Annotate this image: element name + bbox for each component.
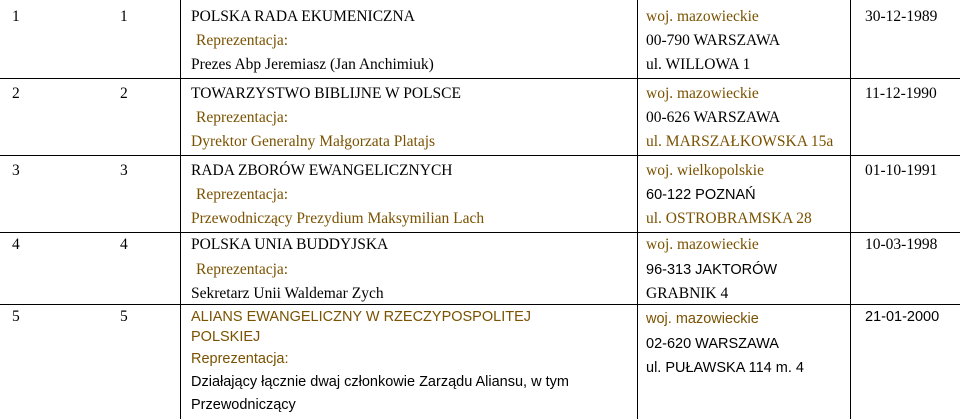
registration-date: 11-12-1990	[865, 85, 937, 102]
row-number: 1	[12, 8, 20, 25]
table-row	[0, 156, 960, 232]
postal-city: 00-790 WARSZAWA	[646, 32, 781, 49]
registration-date: 21-01-2000	[865, 309, 940, 325]
organization-name: POLSKA UNIA BUDDYJSKA	[191, 236, 389, 253]
row-number: 4	[12, 236, 20, 253]
row-number-secondary: 1	[120, 8, 128, 25]
representative-name: Dyrektor Generalny Małgorzata Platajs	[191, 133, 436, 150]
voivodeship: woj. wielkopolskie	[646, 162, 764, 179]
representative-name: Sekretarz Unii Waldemar Zych	[191, 285, 384, 302]
organization-name: TOWARZYSTWO BIBLIJNE W POLSCE	[191, 85, 461, 102]
row-number-secondary: 2	[120, 85, 128, 102]
postal-city: 60-122 POZNAŃ	[646, 187, 756, 203]
voivodeship: woj. mazowieckie	[646, 311, 759, 327]
street-address: ul. WILLOWA 1	[646, 56, 751, 73]
representation-label: Reprezentacja:	[196, 109, 289, 126]
street-address: ul. PUŁAWSKA 114 m. 4	[646, 360, 804, 376]
voivodeship: woj. mazowieckie	[646, 8, 759, 25]
representation-label: Reprezentacja:	[196, 32, 289, 49]
row-number: 2	[12, 85, 20, 102]
representative-name: Działający łącznie dwaj członkowie Zarządu Aliansu, w tym	[191, 374, 569, 390]
registration-date: 30-12-1989	[865, 8, 938, 25]
representative-name: Prezes Abp Jeremiasz (Jan Anchimiuk)	[191, 56, 434, 73]
registration-date: 10-03-1998	[865, 236, 938, 253]
street-address: ul. MARSZAŁKOWSKA 15a	[646, 133, 834, 150]
voivodeship: woj. mazowieckie	[646, 236, 759, 253]
representative-name-continued: Przewodniczący	[191, 397, 296, 413]
table-row	[0, 233, 960, 304]
representative-name: Przewodniczący Prezydium Maksymilian Lach	[191, 210, 485, 227]
organization-name-continued: POLSKIEJ	[191, 329, 261, 345]
street-address: GRABNIK 4	[646, 285, 729, 302]
organization-name: RADA ZBORÓW EWANGELICZNYCH	[191, 162, 453, 179]
voivodeship: woj. mazowieckie	[646, 85, 759, 102]
street-address: ul. OSTROBRAMSKA 28	[646, 210, 812, 227]
organization-name: ALIANS EWANGELICZNY W RZECZYPOSPOLITEJ	[191, 309, 532, 325]
row-number-secondary: 5	[120, 308, 128, 325]
row-number-secondary: 4	[120, 236, 128, 253]
postal-city: 96-313 JAKTORÓW	[646, 262, 778, 278]
table-row	[0, 79, 960, 155]
table-row	[0, 305, 960, 419]
representation-label: Reprezentacja:	[196, 186, 289, 203]
postal-city: 00-626 WARSZAWA	[646, 109, 781, 126]
row-number: 3	[12, 162, 20, 179]
table-row	[0, 0, 960, 78]
row-number: 5	[12, 308, 20, 325]
organization-name: POLSKA RADA EKUMENICZNA	[191, 8, 415, 25]
registration-date: 01-10-1991	[865, 162, 938, 179]
representation-label: Reprezentacja:	[191, 351, 289, 367]
representation-label: Reprezentacja:	[196, 261, 289, 278]
postal-city: 02-620 WARSZAWA	[646, 336, 779, 352]
row-number-secondary: 3	[120, 162, 128, 179]
